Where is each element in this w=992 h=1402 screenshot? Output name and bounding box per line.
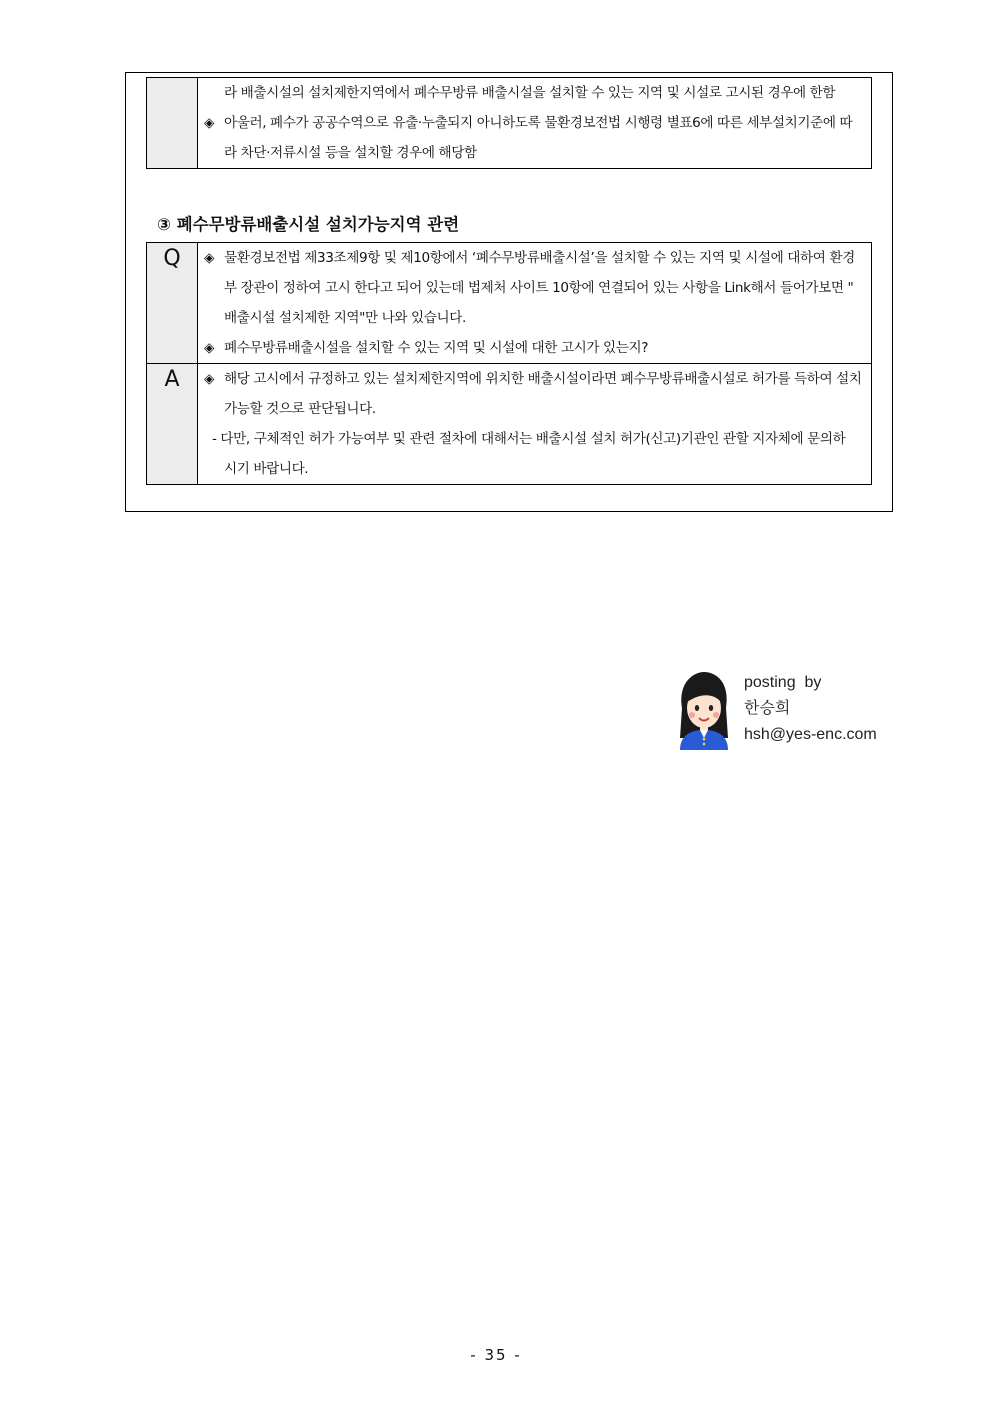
avatar-illustration-icon xyxy=(672,668,736,750)
author-signature xyxy=(672,668,902,750)
author-name: 한승희 xyxy=(744,700,791,717)
posting-by-label: posting by xyxy=(744,674,822,691)
continued-answer-table xyxy=(146,77,872,169)
answer-line: 가능할 것으로 판단됩니다. xyxy=(224,401,376,417)
diamond-bullet-icon: ◈ xyxy=(204,115,215,131)
answer-label: A xyxy=(147,364,198,485)
author-text-block xyxy=(744,670,877,748)
question-label: Q xyxy=(147,243,198,364)
answer-line: ◈ 해당 고시에서 규정하고 있는 설치제한지역에 위치한 배출시설이라면 폐수무방류배출시설로 허가를 득하여 설치 xyxy=(204,364,865,394)
answer-line: ◈ 아울러, 폐수가 공공수역으로 유출·누출되지 아니하도록 물환경보전법 시행령 별표6에 따른 세부설치기준에 따 xyxy=(204,108,865,138)
answer-cell xyxy=(198,364,872,485)
answer-line: 라 배출시설의 설치제한지역에서 폐수무방류 배출시설을 설치할 수 있는 지역 및 시설로 고시된 경우에 한함 xyxy=(224,85,836,101)
answer-row xyxy=(147,364,872,485)
question-line: ◈ 물환경보전법 제33조제9항 및 제10항에서 ‘폐수무방류배출시설’을 설치할 수 있는 지역 및 시설에 대하여 환경 xyxy=(204,243,865,273)
diamond-bullet-icon: ◈ xyxy=(204,250,215,266)
page-number: - 35 - xyxy=(470,1346,522,1364)
question-cell xyxy=(198,243,872,364)
answer-line: 시기 바랍니다. xyxy=(224,461,309,477)
question-line: ◈ 폐수무방류배출시설을 설치할 수 있는 지역 및 시설에 대한 고시가 있는지? xyxy=(204,333,865,363)
diamond-bullet-icon: ◈ xyxy=(204,340,215,356)
answer-line: 라 차단·저류시설 등을 설치할 경우에 해당함 xyxy=(224,145,477,161)
diamond-bullet-icon: ◈ xyxy=(204,371,215,387)
empty-label-cell xyxy=(147,78,198,169)
question-line: 배출시설 설치제한 지역"만 나와 있습니다. xyxy=(224,310,466,326)
author-email: hsh@yes-enc.com xyxy=(744,726,877,743)
answer-line: - 다만, 구체적인 허가 가능여부 및 관련 절차에 대해서는 배출시설 설치 허가(신고)기관인 관할 지자체에 문의하 xyxy=(212,431,846,447)
qa-table xyxy=(146,242,872,485)
question-line: 부 장관이 정하여 고시 한다고 되어 있는데 법제처 사이트 10항에 연결되어 있는 사항을 Link해서 들어가보면 " xyxy=(224,280,854,296)
continued-answer-cell xyxy=(198,78,872,169)
question-row xyxy=(147,243,872,364)
section-heading: ③ 폐수무방류배출시설 설치가능지역 관련 xyxy=(157,215,460,234)
